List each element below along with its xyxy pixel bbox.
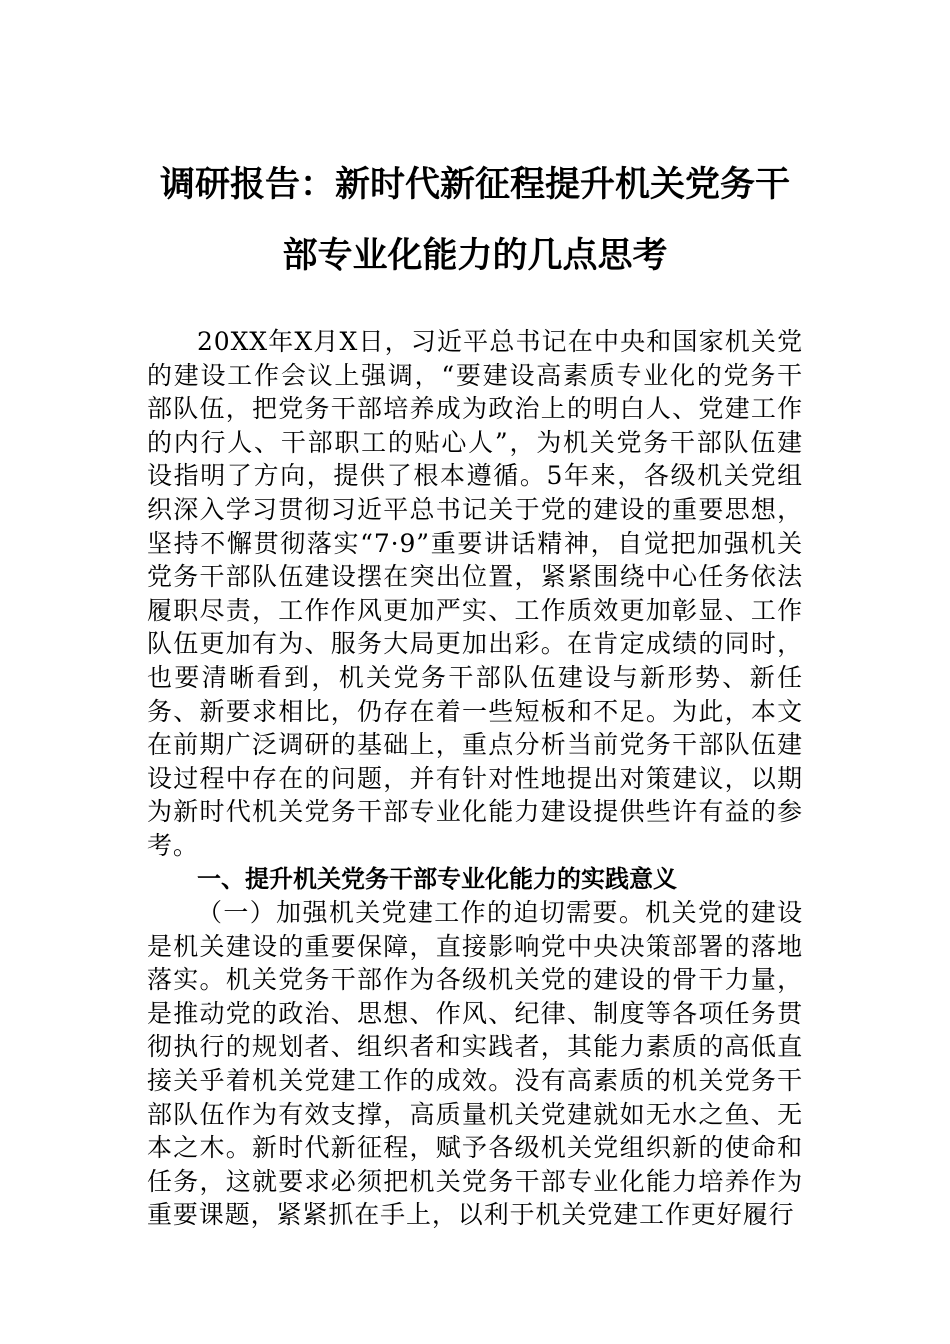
subsection-1-lead: （一）加强机关党建工作的迫切需要。 [197, 898, 646, 928]
subsection-1-paragraph [147, 896, 803, 1232]
document-body [147, 325, 803, 1232]
section-heading-1: 一、提升机关党务干部专业化能力的实践意义 [197, 864, 677, 893]
subsection-1-text: 机关党的建设是机关建设的重要保障，直接影响党中央决策部署的落地落实。机关党务干部作为各级机关党的建设的骨干力量，是推动党的政治、思想、作风、纪律、制度等各项任务贯彻执行的规划者、组织者和实践者，其能力素质的高低直接关乎着机关党建工作的成效。没有高素质的机关党务干部队伍作为有效支撑，高质量机关党建就如无水之鱼、无本之木。新时代新征程，赋予各级机关党组织新的使命和任务，这就要求必须把机关党务干部专业化能力培养作为重要课题，紧紧抓在手上，以利于机关党建工作更好履行 [147, 898, 803, 1230]
intro-paragraph: 20XX年X月X日，习近平总书记在中央和国家机关党的建设工作会议上强调，“要建设高素质专业化的党务干部队伍，把党务干部培养成为政治上的明白人、党建工作的内行人、干部职工的贴心人”，为机关党务干部队伍建设指明了方向，提供了根本遵循。5年来，各级机关党组织深入学习贯彻习近平总书记关于党的建设的重要思想，坚持不懈贯彻落实“7·9”重要讲话精神，自觉把加强机关党务干部队伍建设摆在突出位置，紧紧围绕中心任务依法履职尽责，工作作风更加严实、工作质效更加彰显、工作队伍更加有为、服务大局更加出彩。在肯定成绩的同时，也要清晰看到，机关党务干部队伍建设与新形势、新任务、新要求相比，仍存在着一些短板和不足。为此，本文在前期广泛调研的基础上，重点分析当前党务干部队伍建设过程中存在的问题，并有针对性地提出对策建议，以期为新时代机关党务干部专业化能力建设提供些许有益的参考。 [147, 327, 803, 860]
document-title-line-1: 调研报告：新时代新征程提升机关党务干 [159, 164, 790, 205]
document-title-line-2: 部专业化能力的几点思考 [282, 235, 668, 276]
